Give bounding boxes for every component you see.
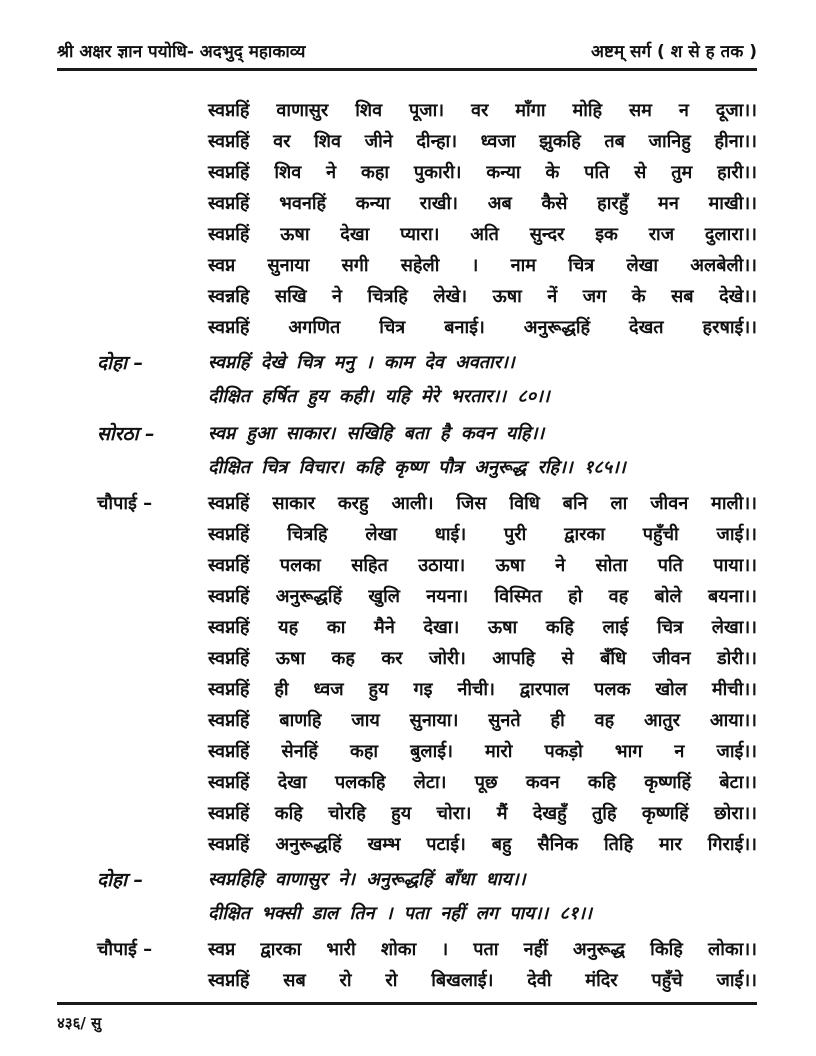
verse-line: दीक्षित हर्षित हुय कही। यहि मेरे भरतार।। ८०।। <box>208 386 550 407</box>
page-header <box>57 42 757 62</box>
verse-line: दीक्षित चित्र विचार। कहि कृष्ण पौत्र अनुरूद्ध रहि।। १८५।। <box>208 457 626 478</box>
verse-line: स्वप्नहिं ऊषा कह कर जोरी। आपहि से बँधि जीवन डोरी।। <box>208 648 757 669</box>
verse-column <box>208 346 757 414</box>
section-label-sortha: सोरठा – <box>97 423 155 445</box>
verse-line: स्वप्न हुआ साकार। सखिहि बता है कवन यहि।। <box>208 423 545 444</box>
header-title-right: अष्टम् सर्ग ( श से ह तक ) <box>591 42 757 62</box>
verse-line: स्वप्न द्वारका भारी शोका । पता नहीं अनुरूद्ध किहि लोका।। <box>208 939 757 960</box>
verse-line: स्वप्नहिहि वाणासुर ने। अनुरूद्धहिं बाँधा धाय।। <box>208 869 526 890</box>
verse-line: स्वप्नहिं साकार करहु आली। जिस विधि बनि ला जीवन माली।। <box>208 493 757 514</box>
verse-column <box>208 417 757 485</box>
verse-column <box>208 488 757 860</box>
verse-column <box>208 863 757 931</box>
verse-column <box>208 934 757 996</box>
section-label-chaupai: चौपाई – <box>97 939 153 960</box>
section-label-doha: दोहा – <box>97 869 144 891</box>
verse-line: स्वप्नहिं अनुरूद्धहिं खुलि नयना। विस्मित हो वह बोले बयना।। <box>208 586 757 607</box>
verse-line: स्वप्नहिं शिव ने कहा पुकारी। कन्या के पति से तुम हारी।। <box>208 162 757 183</box>
section-label-chaupai: चौपाई – <box>97 493 153 514</box>
verse-line: स्वन्नहि सखि ने चित्रहि लेखे। ऊषा नें जग के सब देखे।। <box>208 286 757 307</box>
verse-section-chaupai-2 <box>57 934 757 996</box>
verse-line: स्वप्नहिं अगणित चित्र बनाई। अनुरूद्धहिं देखत हरषाई।। <box>208 317 757 338</box>
verse-line: स्वप्नहिं देखे चित्र मनु । काम देव अवतार।। <box>208 352 515 373</box>
verse-line: स्वप्नहिं बाणहि जाय सुनाया। सुनते ही वह आतुर आया।। <box>208 710 757 731</box>
verse-line: स्वप्नहिं चित्रहि लेखा धाई। पुरी द्वारका पहुँची जाई।। <box>208 524 757 545</box>
section-label <box>57 95 208 343</box>
verse-line: स्वप्नहिं कहि चोरहि हुय चोरा। मैं देखहुँ तुहि कृष्णहिं छोरा।। <box>208 803 757 824</box>
section-label-doha: दोहा – <box>97 352 144 374</box>
verse-line: स्वप्नहिं यह का मैने देखा। ऊषा कहि लाई चित्र लेखा।। <box>208 617 757 638</box>
verse-line: स्वप्नहिं पलका सहित उठाया। ऊषा ने सोता पति पाया।। <box>208 555 757 576</box>
verse-line: स्वप्नहिं ऊषा देखा प्यारा। अति सुन्दर इक राज दुलारा।। <box>208 224 757 245</box>
verse-line: स्वप्नहिं सब रो रो बिखलाई। देवी मंदिर पहुँचे जाई।। <box>208 970 757 991</box>
verse-line: स्वप्नहिं वाणासुर शिव पूजा। वर माँगा मोहि सम न दूजा।। <box>208 100 757 121</box>
page-number: ४३६/ सु <box>57 1014 102 1032</box>
verse-line: स्वप्नहिं सेनहिं कहा बुलाई। मारो पकड़ो भाग न जाई।। <box>208 741 757 762</box>
verse-line: स्वप्नहिं देखा पलकहि लेटा। पूछ कवन कहि कृष्णहिं बेटा।। <box>208 772 757 793</box>
verse-line: स्वप्नहिं ही ध्वज हुय गइ नीची। द्वारपाल पलक खोल मीची।। <box>208 679 757 700</box>
verse-column <box>208 95 757 343</box>
page-content <box>57 95 757 996</box>
verse-section-chaupai <box>57 488 757 860</box>
verse-section-sortha <box>57 417 757 485</box>
verse-line: स्वप्नहिं अनुरूद्धहिं खम्भ पटाई। बहु सैनिक तिहि मार गिराई।। <box>208 834 757 855</box>
footer-rule <box>57 1002 757 1005</box>
verse-line: दीक्षित भक्सी डाल तिन । पता नहीं लग पाय।। ८१।। <box>208 903 592 924</box>
verse-section-doha-2 <box>57 863 757 931</box>
verse-line: स्वप्न सुनाया सगी सहेली । नाम चित्र लेखा अलबेली।। <box>208 255 757 276</box>
header-title-left: श्री अक्षर ज्ञान पयोधि- अदभुद् महाकाव्य <box>57 42 306 62</box>
verse-section-doha <box>57 346 757 414</box>
verse-line: स्वप्नहिं वर शिव जीने दीन्हा। ध्वजा झुकहि तब जानिहु हीना।। <box>208 131 757 152</box>
verse-line: स्वप्नहिं भवनहिं कन्या राखी। अब कैसे हारहुँ मन माखी।। <box>208 193 757 214</box>
header-rule <box>57 68 757 71</box>
verse-section-continued <box>57 95 757 343</box>
